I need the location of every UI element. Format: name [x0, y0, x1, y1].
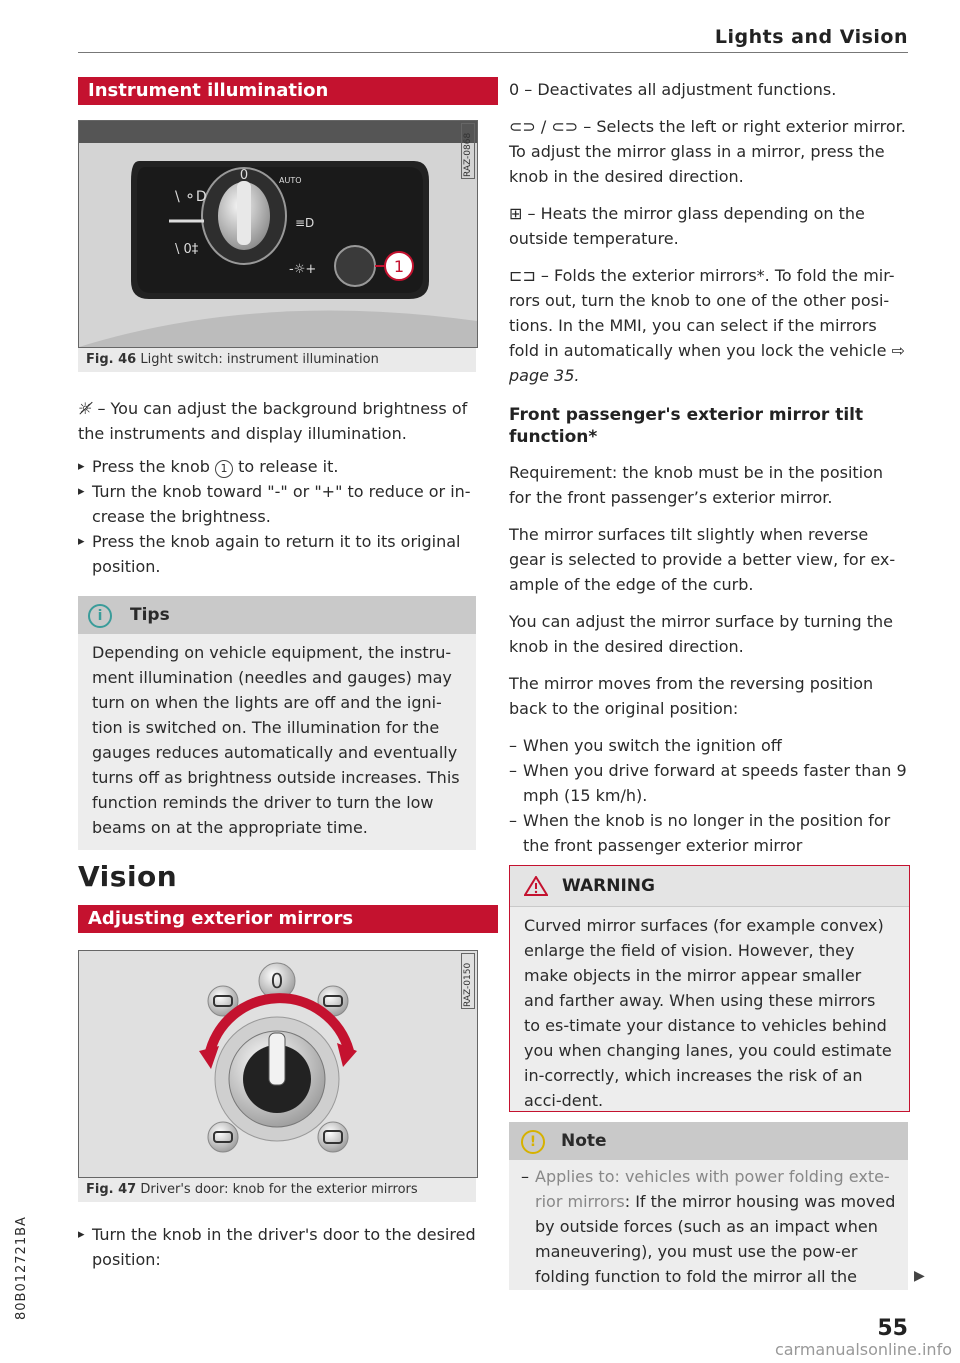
section-heading-mirrors: Adjusting exterior mirrors [78, 905, 498, 933]
caution-icon: ! [521, 1130, 545, 1154]
tilt-text: The mirror surfaces tilt slightly when reverse gear is selected to provide a better view, for ex-ample of the edge of the curb. [509, 525, 896, 594]
callout-1-inline: 1 [215, 460, 233, 478]
step-press-again: ▸ Press the knob again to return it to its original position. [78, 529, 478, 579]
requirement-text: Requirement: the knob must be in the position for the front passenger’s exterior mirror. [509, 463, 884, 507]
figure-47-caption [78, 1178, 476, 1202]
switch-label-auto: AUTO [279, 176, 302, 185]
tilt-function-heading: Front passenger's exterior mirror tilt function* [509, 405, 864, 447]
tips-text: Depending on vehicle equipment, the instru-ment illumination (needles and gauges) may turn on when the lights are off and the igni-tion is switched on. The illumination for the gauges reduces automatically and eventually turns off as brightness outside increases. This function reminds the driver to turn the low beams on at the appropriate time. [92, 643, 460, 837]
zero-position-text: 0 – Deactivates all adjustment functions. [509, 80, 837, 99]
condition-item: – When the knob is no longer in the position for the front passenger exterior mirror [509, 808, 909, 858]
applies-to-text: Applies to: vehicles with power folding exte-rior mirrors [535, 1167, 890, 1211]
tips-header [78, 596, 476, 634]
fold-mirror-icon: ⊏⊐ [509, 266, 536, 285]
intro-paragraph: ☼̸ – You can adjust the background brightness of the instruments and display illumination. [78, 396, 478, 446]
zero-position-label: 0 [270, 969, 284, 993]
figure-label: Fig. 46 [86, 352, 137, 367]
page-number: 55 [877, 1316, 908, 1341]
header-rule [78, 52, 908, 53]
page-reference-link[interactable]: ⇨ page 35. [509, 341, 905, 385]
continue-arrow-icon[interactable]: ▶ [914, 1268, 925, 1284]
note-text: – Applies to: vehicles with power folding exte-rior mirrors: If the mirror housing was moved by outside forces (such as an impact when maneuvering), you must use the pow-er folding function to fold the mirror all the [521, 1164, 896, 1289]
illumination-icon: ☼̸ [78, 399, 93, 418]
light-switch-illustration [79, 121, 477, 347]
fold-mirror-text: ⊏⊐ – Folds the exterior mirrors*. To fold the mir-rors out, turn the knob to one of the other posi-tions. In the MMI, you can select if the mirrors fold in automatically when you lock the vehicle ⇨ page 35. [509, 266, 905, 385]
figure-code: RAZ-0868 [461, 123, 475, 179]
select-mirror-text: ⊂⊃ / ⊂⊃ – Selects the left or right exterior mirror. To adjust the mirror glass in a mirror, press the knob in the desired direction. [509, 117, 906, 186]
left-mirror-icon: ⊂⊃ [509, 117, 536, 136]
fog-light-icon: \ 0‡ [175, 242, 199, 257]
warning-triangle-icon [524, 876, 548, 896]
figure-47 [78, 950, 478, 1178]
moves-text: The mirror moves from the reversing position back to the original position: [509, 674, 874, 718]
adjust-text: You can adjust the mirror surface by turning the knob in the desired direction. [509, 612, 893, 656]
section-heading-instrument: Instrument illumination [78, 77, 498, 105]
step-turn-knob: ▸ Turn the knob toward "-" or "+" to reduce or in-crease the brightness. [78, 479, 478, 529]
running-head: Lights and Vision [714, 26, 908, 48]
caption-text: Driver's door: knob for the exterior mirrors [140, 1182, 418, 1197]
right-mirror-icon: ⊂⊃ [551, 117, 579, 136]
note-body [509, 1160, 908, 1290]
warning-text: Curved mirror surfaces (for example convex) enlarge the field of vision. However, they make objects in the mirror appear smaller and farther away. When using these mirrors to es-timate your distance to vehicles behind you when changing lanes, you could estimate in-correctly, which increases the risk of an acci-dent. [524, 916, 892, 1110]
low-beam-icon: ≡D [295, 216, 315, 230]
side-code: 80B012721BA [14, 1216, 29, 1320]
warning-title: WARNING [562, 876, 655, 896]
parking-light-icon: \ ⚬D [175, 189, 207, 205]
figure-label: Fig. 47 [86, 1182, 137, 1197]
heat-mirror-text: ⊞ – Heats the mirror glass depending on the outside temperature. [509, 204, 865, 248]
warning-header [510, 866, 909, 907]
warning-box [509, 865, 910, 1112]
figure-46 [78, 120, 478, 348]
tips-body [78, 634, 476, 850]
figure-46-caption [78, 348, 476, 372]
heated-mirror-icon: ⊞ [509, 204, 523, 223]
figure-code: RAZ-0150 [461, 953, 475, 1009]
tips-title: Tips [130, 605, 170, 625]
caption-text: Light switch: instrument illumination [140, 352, 379, 367]
step-turn-door-knob: ▸ Turn the knob in the driver's door to the desired position: [78, 1222, 478, 1272]
note-title: Note [561, 1131, 607, 1151]
watermark: carmanualsonline.info [774, 1340, 952, 1359]
mirror-knob-illustration [79, 951, 477, 1177]
switch-label-0: 0 [239, 168, 249, 183]
condition-item: – When you switch the ignition off [509, 733, 909, 758]
vision-heading: Vision [78, 860, 178, 893]
condition-item: – When you drive forward at speeds faster than 9 mph (15 km/h). [509, 758, 909, 808]
note-header [509, 1122, 908, 1160]
illumination-icon: -☼+ [289, 262, 317, 277]
callout-1: 1 [393, 257, 405, 276]
step-press-knob: ▸ Press the knob 1 to release it. [78, 454, 478, 479]
info-icon: i [88, 604, 112, 628]
